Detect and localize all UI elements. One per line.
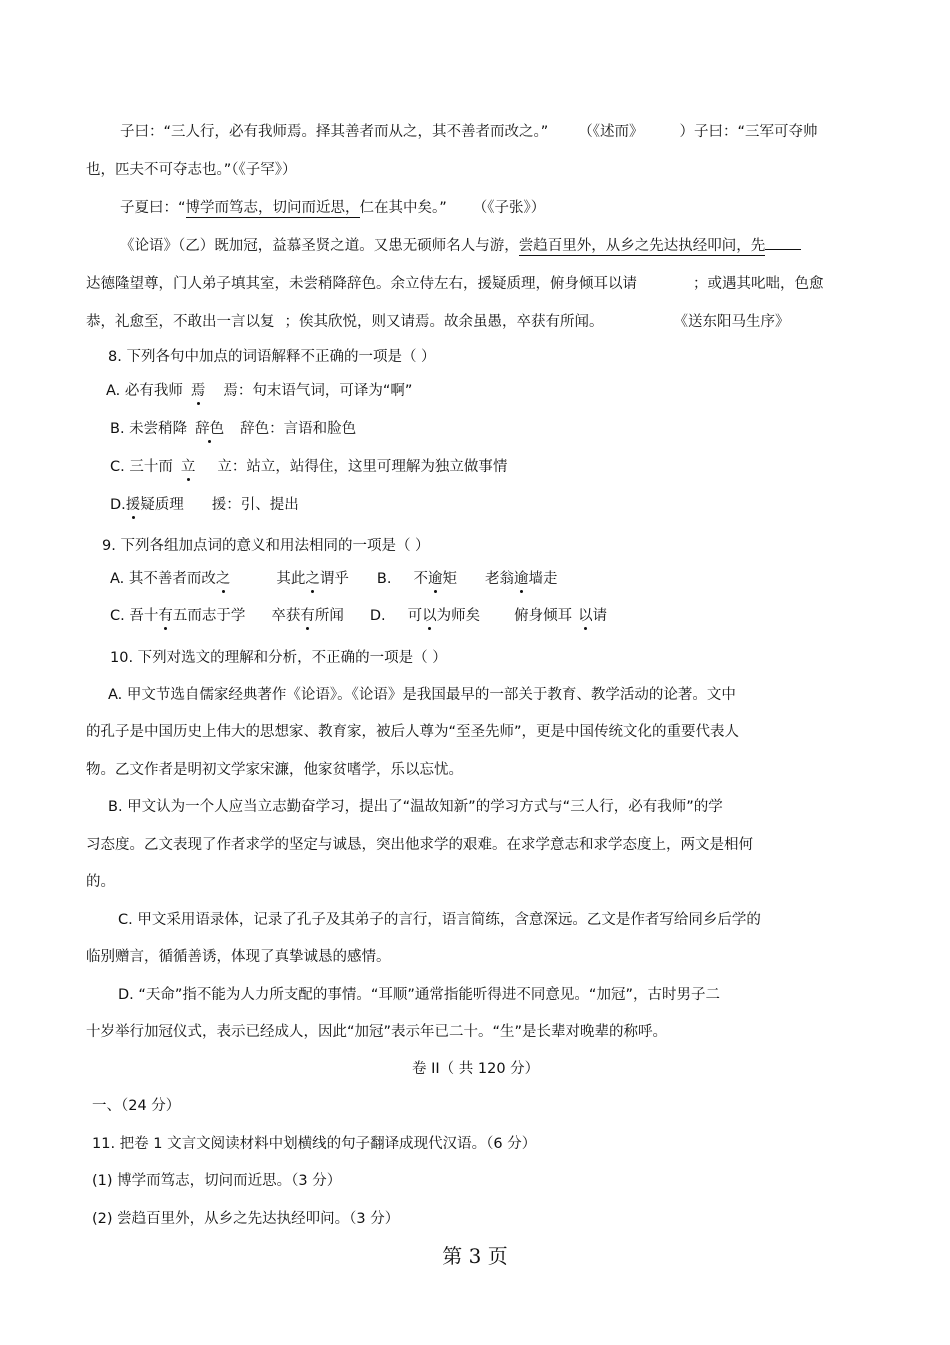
option-text: 疑质理	[140, 497, 184, 513]
option-text: 不	[413, 571, 428, 587]
option-text: 所闻	[314, 608, 344, 624]
q10-option-c-line-2: 临别赠言，循循善诱，体现了真挚诚恳的感情。	[86, 949, 391, 965]
passage-text: ，先	[736, 238, 766, 254]
q11-stem: 11. 把卷 1 文言文阅读材料中划横线的句子翻译成现代汉语。（6 分）	[92, 1136, 537, 1152]
q10-option-b-line-2: 习态度。乙文表现了作者求学的坚定与诚恳，突出他求学的艰难。在求学意志和求学态度上，两文是相何	[86, 837, 753, 853]
dotted-word: 逾	[427, 571, 443, 587]
passage-yi-line-1	[120, 236, 801, 256]
source-citation: 《送东阳马生序》	[673, 314, 790, 330]
q9-options-cd	[110, 606, 607, 626]
dotted-word: 以	[422, 608, 437, 624]
passage-text: ；俟其欣悦，则又请焉。故余虽愚，卒获有所闻。	[284, 314, 604, 330]
option-text: 老翁	[484, 571, 514, 587]
passage-jia-line-3	[120, 198, 545, 218]
dotted-word: 有	[158, 608, 173, 624]
option-explanation: 焉：句末语气词，可译为“啊”	[223, 383, 413, 399]
q10-stem: 10. 下列对选文的理解和分析，不正确的一项是（ ）	[110, 650, 447, 666]
option-text: 墙走	[528, 571, 558, 587]
q10-option-a-line-3: 物。乙文作者是明初文学家宋濂，他家贫嗜学，乐以忘忧。	[86, 762, 463, 778]
passage-yi-line-2	[86, 274, 824, 294]
source-citation: （《述而》	[578, 124, 644, 140]
quote-text: ）子曰：“三军可夺帅	[679, 124, 818, 140]
dotted-word: 之	[215, 571, 231, 587]
option-explanation: 辞色：言语和脸色	[240, 421, 357, 437]
q8-option-b	[110, 419, 356, 439]
option-explanation: 立：站立，站得住，这里可理解为独立做事情	[217, 459, 508, 475]
option-label: D.	[369, 608, 386, 624]
q10-option-d-line-2: 十岁举行加冠仪式，表示已经成人，因此“加冠”表示年已二十。“生”是长辈对晚辈的称呼。	[86, 1024, 668, 1040]
option-text: C. 三十而	[110, 459, 173, 475]
q8-option-a	[106, 381, 412, 401]
option-text: 可	[407, 608, 423, 624]
option-text: B. 未尝稍降	[110, 421, 188, 437]
option-text: 谓乎	[319, 571, 349, 587]
dotted-word: 有	[300, 608, 315, 624]
passage-text: 《论语》（乙）既加冠，益慕圣贤之道。又患无硕师名人与游，	[120, 238, 519, 254]
q10-option-b-line-3: 的。	[86, 874, 115, 890]
q10-option-c-line-1: C. 甲文采用语录体，记录了孔子及其弟子的言行，语言简练，含意深远。乙文是作者写给同乡后学的	[118, 912, 761, 928]
dotted-word: 立	[180, 459, 196, 475]
source-citation: （《子张》）	[472, 200, 546, 216]
passage-text: 达德隆望尊，门人弟子填其室，未尝稍降辞色。余立侍左右，援疑质理，俯身倾耳以请	[86, 276, 637, 292]
passage-text: 恭，礼愈至，不敢出一言以复	[86, 314, 275, 330]
q10-option-b-line-1: B. 甲文认为一个人应当立志勤奋学习，提出了“温故知新”的学习方式与“三人行，必有我师”的学	[108, 799, 723, 815]
part-heading: 一、（24 分）	[92, 1098, 181, 1114]
option-text: A. 其不善者而改	[110, 571, 216, 587]
passage-yi-line-3	[86, 312, 790, 332]
passage-jia-line-1	[120, 122, 818, 142]
quote-text: 仁在其中矣。”	[359, 200, 447, 216]
q10-option-d-line-1: D. “天命”指不能为人力所支配的事情。“耳顺”通常指能听得进不同意见。“加冠”，古时男子二	[118, 987, 720, 1003]
q9-stem: 9. 下列各组加点词的意义和用法相同的一项是（ ）	[102, 538, 430, 554]
option-text: 五而志于学	[172, 608, 246, 624]
option-text: 其此	[276, 571, 306, 587]
passage-text: ；或遇其叱咄，色愈	[693, 276, 824, 292]
q9-options-ab	[110, 569, 557, 589]
option-text: C. 吾十	[110, 608, 159, 624]
underlined-sentence: 尝趋百里外，从乡之先达执经叩问	[518, 238, 737, 254]
q11-sub-2: (2) 尝趋百里外，从乡之先达执经叩问。（3 分）	[92, 1211, 400, 1227]
option-label: B.	[376, 571, 392, 587]
dotted-word: 之	[305, 571, 320, 587]
option-explanation: 援：引、提出	[211, 497, 299, 513]
section-title: 卷 II（ 共 120 分）	[412, 1061, 540, 1077]
dotted-word: 以	[578, 608, 593, 624]
q10-option-a-line-1: A. 甲文节选自儒家经典著作《论语》。《论语》是我国最早的一部关于教育、教学活动的论著。文中	[108, 687, 736, 703]
q8-option-d	[110, 495, 299, 515]
quote-text: 子夏曰：“	[120, 200, 186, 216]
dotted-word: 逾	[513, 571, 529, 587]
dotted-word: 焉	[190, 383, 206, 399]
option-text: A. 必有我师	[106, 383, 183, 399]
option-text: 卒获	[271, 608, 301, 624]
option-text: 为师矣	[436, 608, 481, 624]
dotted-word: 辞色	[195, 421, 225, 437]
option-text: 俯身倾耳	[514, 608, 573, 624]
passage-jia-line-2: 也，匹夫不可夺志也。”（《子罕》）	[86, 162, 297, 178]
option-text: 矩	[442, 571, 457, 587]
dotted-word: 援	[125, 497, 141, 513]
q10-option-a-line-2: 的孔子是中国历史上伟大的思想家、教育家，被后人尊为“至圣先师”，更是中国传统文化的重要代表人	[86, 724, 740, 740]
option-text: 请	[592, 608, 608, 624]
q11-sub-1: (1) 博学而笃志，切问而近思。（3 分）	[92, 1173, 342, 1189]
page-number: 第 3 页	[442, 1244, 508, 1268]
q8-option-c	[110, 457, 507, 477]
quote-text: 子曰：“三人行，必有我师焉。择其善者而从之，其不善者而改之。”	[120, 124, 549, 140]
q8-stem: 8. 下列各句中加点的词语解释不正确的一项是（ ）	[108, 349, 436, 365]
underlined-sentence: 博学而笃志，切问而近思，	[185, 200, 360, 216]
option-label: D.	[110, 497, 126, 513]
